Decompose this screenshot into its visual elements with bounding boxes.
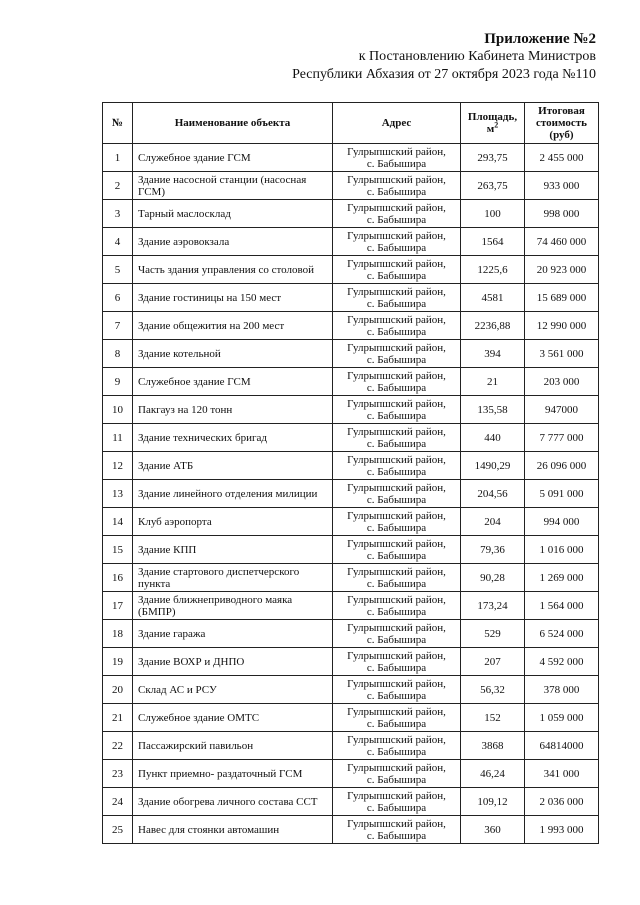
object-cost: 3 561 000 bbox=[525, 340, 599, 368]
object-name: Здание КПП bbox=[133, 536, 333, 564]
address-village: с. Бабышира bbox=[366, 353, 427, 366]
object-cost: 2 455 000 bbox=[525, 144, 599, 172]
row-number: 9 bbox=[103, 368, 133, 396]
header-address: Адрес bbox=[333, 103, 461, 144]
table-row bbox=[103, 564, 599, 592]
address-district: Гулрыпшский район, bbox=[347, 285, 446, 298]
object-cost: 64814000 bbox=[525, 732, 599, 760]
object-cost: 378 000 bbox=[525, 676, 599, 704]
table-row bbox=[103, 760, 599, 788]
object-name: Здание обогрева личного состава ССТ bbox=[133, 788, 333, 816]
table-header-row bbox=[103, 103, 599, 144]
object-address bbox=[333, 172, 461, 200]
row-number: 17 bbox=[103, 592, 133, 620]
object-address bbox=[333, 228, 461, 256]
object-address bbox=[333, 788, 461, 816]
address-village: с. Бабышира bbox=[366, 633, 427, 646]
row-number: 23 bbox=[103, 760, 133, 788]
address-village: с. Бабышира bbox=[366, 157, 427, 170]
object-address bbox=[333, 256, 461, 284]
address-district: Гулрыпшский район, bbox=[347, 341, 446, 354]
address-district: Гулрыпшский район, bbox=[347, 425, 446, 438]
row-number: 22 bbox=[103, 732, 133, 760]
object-address bbox=[333, 620, 461, 648]
object-cost: 5 091 000 bbox=[525, 480, 599, 508]
table-row bbox=[103, 424, 599, 452]
object-cost: 74 460 000 bbox=[525, 228, 599, 256]
object-cost: 15 689 000 bbox=[525, 284, 599, 312]
row-number: 3 bbox=[103, 200, 133, 228]
object-cost: 341 000 bbox=[525, 760, 599, 788]
address-village: с. Бабышира bbox=[366, 773, 427, 786]
object-area: 173,24 bbox=[461, 592, 525, 620]
table-row bbox=[103, 732, 599, 760]
object-area: 100 bbox=[461, 200, 525, 228]
table-row bbox=[103, 788, 599, 816]
object-cost: 1 564 000 bbox=[525, 592, 599, 620]
address-district: Гулрыпшский район, bbox=[347, 761, 446, 774]
address-village: с. Бабышира bbox=[366, 549, 427, 562]
row-number: 11 bbox=[103, 424, 133, 452]
row-number: 8 bbox=[103, 340, 133, 368]
header-area-sup: 2 bbox=[494, 120, 499, 130]
row-number: 6 bbox=[103, 284, 133, 312]
object-area: 90,28 bbox=[461, 564, 525, 592]
object-area: 2236,88 bbox=[461, 312, 525, 340]
object-area: 529 bbox=[461, 620, 525, 648]
object-area: 204 bbox=[461, 508, 525, 536]
object-address bbox=[333, 564, 461, 592]
address-district: Гулрыпшский район, bbox=[347, 397, 446, 410]
address-village: с. Бабышира bbox=[366, 437, 427, 450]
object-address bbox=[333, 200, 461, 228]
table-row bbox=[103, 648, 599, 676]
object-address bbox=[333, 144, 461, 172]
object-area: 204,56 bbox=[461, 480, 525, 508]
address-district: Гулрыпшский район, bbox=[347, 509, 446, 522]
address-village: с. Бабышира bbox=[366, 745, 427, 758]
objects-table bbox=[102, 102, 599, 844]
table-row bbox=[103, 172, 599, 200]
object-name: Здание гаража bbox=[133, 620, 333, 648]
address-district: Гулрыпшский район, bbox=[347, 705, 446, 718]
table-row bbox=[103, 592, 599, 620]
row-number: 2 bbox=[103, 172, 133, 200]
address-district: Гулрыпшский район, bbox=[347, 313, 446, 326]
header-num: № bbox=[103, 103, 133, 144]
object-area: 21 bbox=[461, 368, 525, 396]
object-address bbox=[333, 536, 461, 564]
address-district: Гулрыпшский район, bbox=[347, 593, 446, 606]
object-area: 1225,6 bbox=[461, 256, 525, 284]
row-number: 14 bbox=[103, 508, 133, 536]
address-village: с. Бабышира bbox=[366, 661, 427, 674]
header-cost: Итоговая стоимость (руб) bbox=[525, 103, 599, 144]
object-cost: 998 000 bbox=[525, 200, 599, 228]
object-cost: 7 777 000 bbox=[525, 424, 599, 452]
address-village: с. Бабышира bbox=[366, 241, 427, 254]
address-district: Гулрыпшский район, bbox=[347, 789, 446, 802]
object-name: Здание котельной bbox=[133, 340, 333, 368]
table-row bbox=[103, 256, 599, 284]
table-row bbox=[103, 508, 599, 536]
object-name: Склад АС и РСУ bbox=[133, 676, 333, 704]
table-row bbox=[103, 676, 599, 704]
object-address bbox=[333, 424, 461, 452]
object-cost: 947000 bbox=[525, 396, 599, 424]
object-name: Клуб аэропорта bbox=[133, 508, 333, 536]
object-address bbox=[333, 452, 461, 480]
object-address bbox=[333, 676, 461, 704]
object-cost: 6 524 000 bbox=[525, 620, 599, 648]
object-area: 135,58 bbox=[461, 396, 525, 424]
object-cost: 26 096 000 bbox=[525, 452, 599, 480]
table-row bbox=[103, 480, 599, 508]
table-row bbox=[103, 228, 599, 256]
row-number: 16 bbox=[103, 564, 133, 592]
address-district: Гулрыпшский район, bbox=[347, 565, 446, 578]
object-area: 207 bbox=[461, 648, 525, 676]
object-address bbox=[333, 396, 461, 424]
address-village: с. Бабышира bbox=[366, 801, 427, 814]
table-row bbox=[103, 704, 599, 732]
table-row bbox=[103, 200, 599, 228]
object-cost: 203 000 bbox=[525, 368, 599, 396]
object-area: 3868 bbox=[461, 732, 525, 760]
header-name: Наименование объекта bbox=[133, 103, 333, 144]
address-district: Гулрыпшский район, bbox=[347, 201, 446, 214]
object-name: Служебное здание ОМТС bbox=[133, 704, 333, 732]
object-area: 79,36 bbox=[461, 536, 525, 564]
object-address bbox=[333, 704, 461, 732]
object-name: Здание гостиницы на 150 мест bbox=[133, 284, 333, 312]
table-row bbox=[103, 396, 599, 424]
object-name: Здание линейного отделения милиции bbox=[133, 480, 333, 508]
address-district: Гулрыпшский район, bbox=[347, 733, 446, 746]
object-area: 109,12 bbox=[461, 788, 525, 816]
row-number: 1 bbox=[103, 144, 133, 172]
document-header bbox=[292, 30, 596, 84]
address-village: с. Бабышира bbox=[366, 465, 427, 478]
address-village: с. Бабышира bbox=[366, 717, 427, 730]
appendix-title: Приложение №2 bbox=[484, 31, 596, 47]
object-address bbox=[333, 480, 461, 508]
address-village: с. Бабышира bbox=[366, 213, 427, 226]
table-row bbox=[103, 816, 599, 844]
row-number: 7 bbox=[103, 312, 133, 340]
address-district: Гулрыпшский район, bbox=[347, 173, 446, 186]
header-line-decree: к Постановлению Кабинета Министров bbox=[358, 49, 596, 64]
address-village: с. Бабышира bbox=[366, 521, 427, 534]
object-name: Часть здания управления со столовой bbox=[133, 256, 333, 284]
object-area: 1564 bbox=[461, 228, 525, 256]
address-village: с. Бабышира bbox=[366, 605, 427, 618]
address-district: Гулрыпшский район, bbox=[347, 481, 446, 494]
row-number: 4 bbox=[103, 228, 133, 256]
table-row bbox=[103, 144, 599, 172]
object-name: Здание технических бригад bbox=[133, 424, 333, 452]
object-area: 360 bbox=[461, 816, 525, 844]
object-cost: 1 993 000 bbox=[525, 816, 599, 844]
object-name: Здание общежития на 200 мест bbox=[133, 312, 333, 340]
row-number: 18 bbox=[103, 620, 133, 648]
object-address bbox=[333, 760, 461, 788]
address-village: с. Бабышира bbox=[366, 325, 427, 338]
row-number: 5 bbox=[103, 256, 133, 284]
address-district: Гулрыпшский район, bbox=[347, 453, 446, 466]
object-name: Пункт приемно- раздаточный ГСМ bbox=[133, 760, 333, 788]
object-address bbox=[333, 284, 461, 312]
object-address bbox=[333, 732, 461, 760]
table-row bbox=[103, 312, 599, 340]
row-number: 19 bbox=[103, 648, 133, 676]
header-area bbox=[461, 103, 525, 144]
object-area: 46,24 bbox=[461, 760, 525, 788]
table-body bbox=[103, 144, 599, 844]
address-district: Гулрыпшский район, bbox=[347, 229, 446, 242]
object-name: Здание насосной станции (насосная ГСМ) bbox=[133, 172, 333, 200]
object-area: 263,75 bbox=[461, 172, 525, 200]
object-name: Здание стартового диспетчерского пункта bbox=[133, 564, 333, 592]
object-address bbox=[333, 816, 461, 844]
address-district: Гулрыпшский район, bbox=[347, 649, 446, 662]
row-number: 20 bbox=[103, 676, 133, 704]
object-name: Тарный маслосклад bbox=[133, 200, 333, 228]
object-cost: 994 000 bbox=[525, 508, 599, 536]
object-address bbox=[333, 368, 461, 396]
row-number: 12 bbox=[103, 452, 133, 480]
address-village: с. Бабышира bbox=[366, 493, 427, 506]
object-name: Пассажирский павильон bbox=[133, 732, 333, 760]
object-name: Служебное здание ГСМ bbox=[133, 368, 333, 396]
address-district: Гулрыпшский район, bbox=[347, 257, 446, 270]
object-name: Здание аэровокзала bbox=[133, 228, 333, 256]
object-area: 440 bbox=[461, 424, 525, 452]
object-cost: 1 016 000 bbox=[525, 536, 599, 564]
row-number: 10 bbox=[103, 396, 133, 424]
object-cost: 12 990 000 bbox=[525, 312, 599, 340]
object-cost: 20 923 000 bbox=[525, 256, 599, 284]
header-line-date: Республики Абхазия от 27 октября 2023 года №110 bbox=[292, 67, 596, 82]
object-area: 1490,29 bbox=[461, 452, 525, 480]
address-village: с. Бабышира bbox=[366, 409, 427, 422]
address-village: с. Бабышира bbox=[366, 829, 427, 842]
row-number: 25 bbox=[103, 816, 133, 844]
address-district: Гулрыпшский район, bbox=[347, 537, 446, 550]
object-cost: 2 036 000 bbox=[525, 788, 599, 816]
object-area: 56,32 bbox=[461, 676, 525, 704]
table-row bbox=[103, 536, 599, 564]
address-village: с. Бабышира bbox=[366, 689, 427, 702]
table-row bbox=[103, 340, 599, 368]
object-cost: 933 000 bbox=[525, 172, 599, 200]
address-district: Гулрыпшский район, bbox=[347, 677, 446, 690]
object-name: Навес для стоянки автомашин bbox=[133, 816, 333, 844]
object-cost: 1 059 000 bbox=[525, 704, 599, 732]
row-number: 21 bbox=[103, 704, 133, 732]
row-number: 15 bbox=[103, 536, 133, 564]
object-address bbox=[333, 340, 461, 368]
address-village: с. Бабышира bbox=[366, 269, 427, 282]
address-village: с. Бабышира bbox=[366, 381, 427, 394]
row-number: 24 bbox=[103, 788, 133, 816]
header-area-label: Площадь, м bbox=[467, 111, 518, 135]
object-name: Здание АТБ bbox=[133, 452, 333, 480]
address-village: с. Бабышира bbox=[366, 297, 427, 310]
object-area: 293,75 bbox=[461, 144, 525, 172]
object-name: Здание ВОХР и ДНПО bbox=[133, 648, 333, 676]
object-area: 152 bbox=[461, 704, 525, 732]
address-village: с. Бабышира bbox=[366, 577, 427, 590]
address-district: Гулрыпшский район, bbox=[347, 817, 446, 830]
address-district: Гулрыпшский район, bbox=[347, 369, 446, 382]
table-row bbox=[103, 452, 599, 480]
table-row bbox=[103, 620, 599, 648]
table-row bbox=[103, 368, 599, 396]
address-village: с. Бабышира bbox=[366, 185, 427, 198]
object-name: Пакгауз на 120 тонн bbox=[133, 396, 333, 424]
object-address bbox=[333, 508, 461, 536]
address-district: Гулрыпшский район, bbox=[347, 145, 446, 158]
table-row bbox=[103, 284, 599, 312]
object-cost: 4 592 000 bbox=[525, 648, 599, 676]
object-area: 394 bbox=[461, 340, 525, 368]
object-address bbox=[333, 312, 461, 340]
object-area: 4581 bbox=[461, 284, 525, 312]
object-name: Служебное здание ГСМ bbox=[133, 144, 333, 172]
object-name: Здание ближнеприводного маяка (БМПР) bbox=[133, 592, 333, 620]
object-cost: 1 269 000 bbox=[525, 564, 599, 592]
address-district: Гулрыпшский район, bbox=[347, 621, 446, 634]
object-address bbox=[333, 648, 461, 676]
row-number: 13 bbox=[103, 480, 133, 508]
object-address bbox=[333, 592, 461, 620]
